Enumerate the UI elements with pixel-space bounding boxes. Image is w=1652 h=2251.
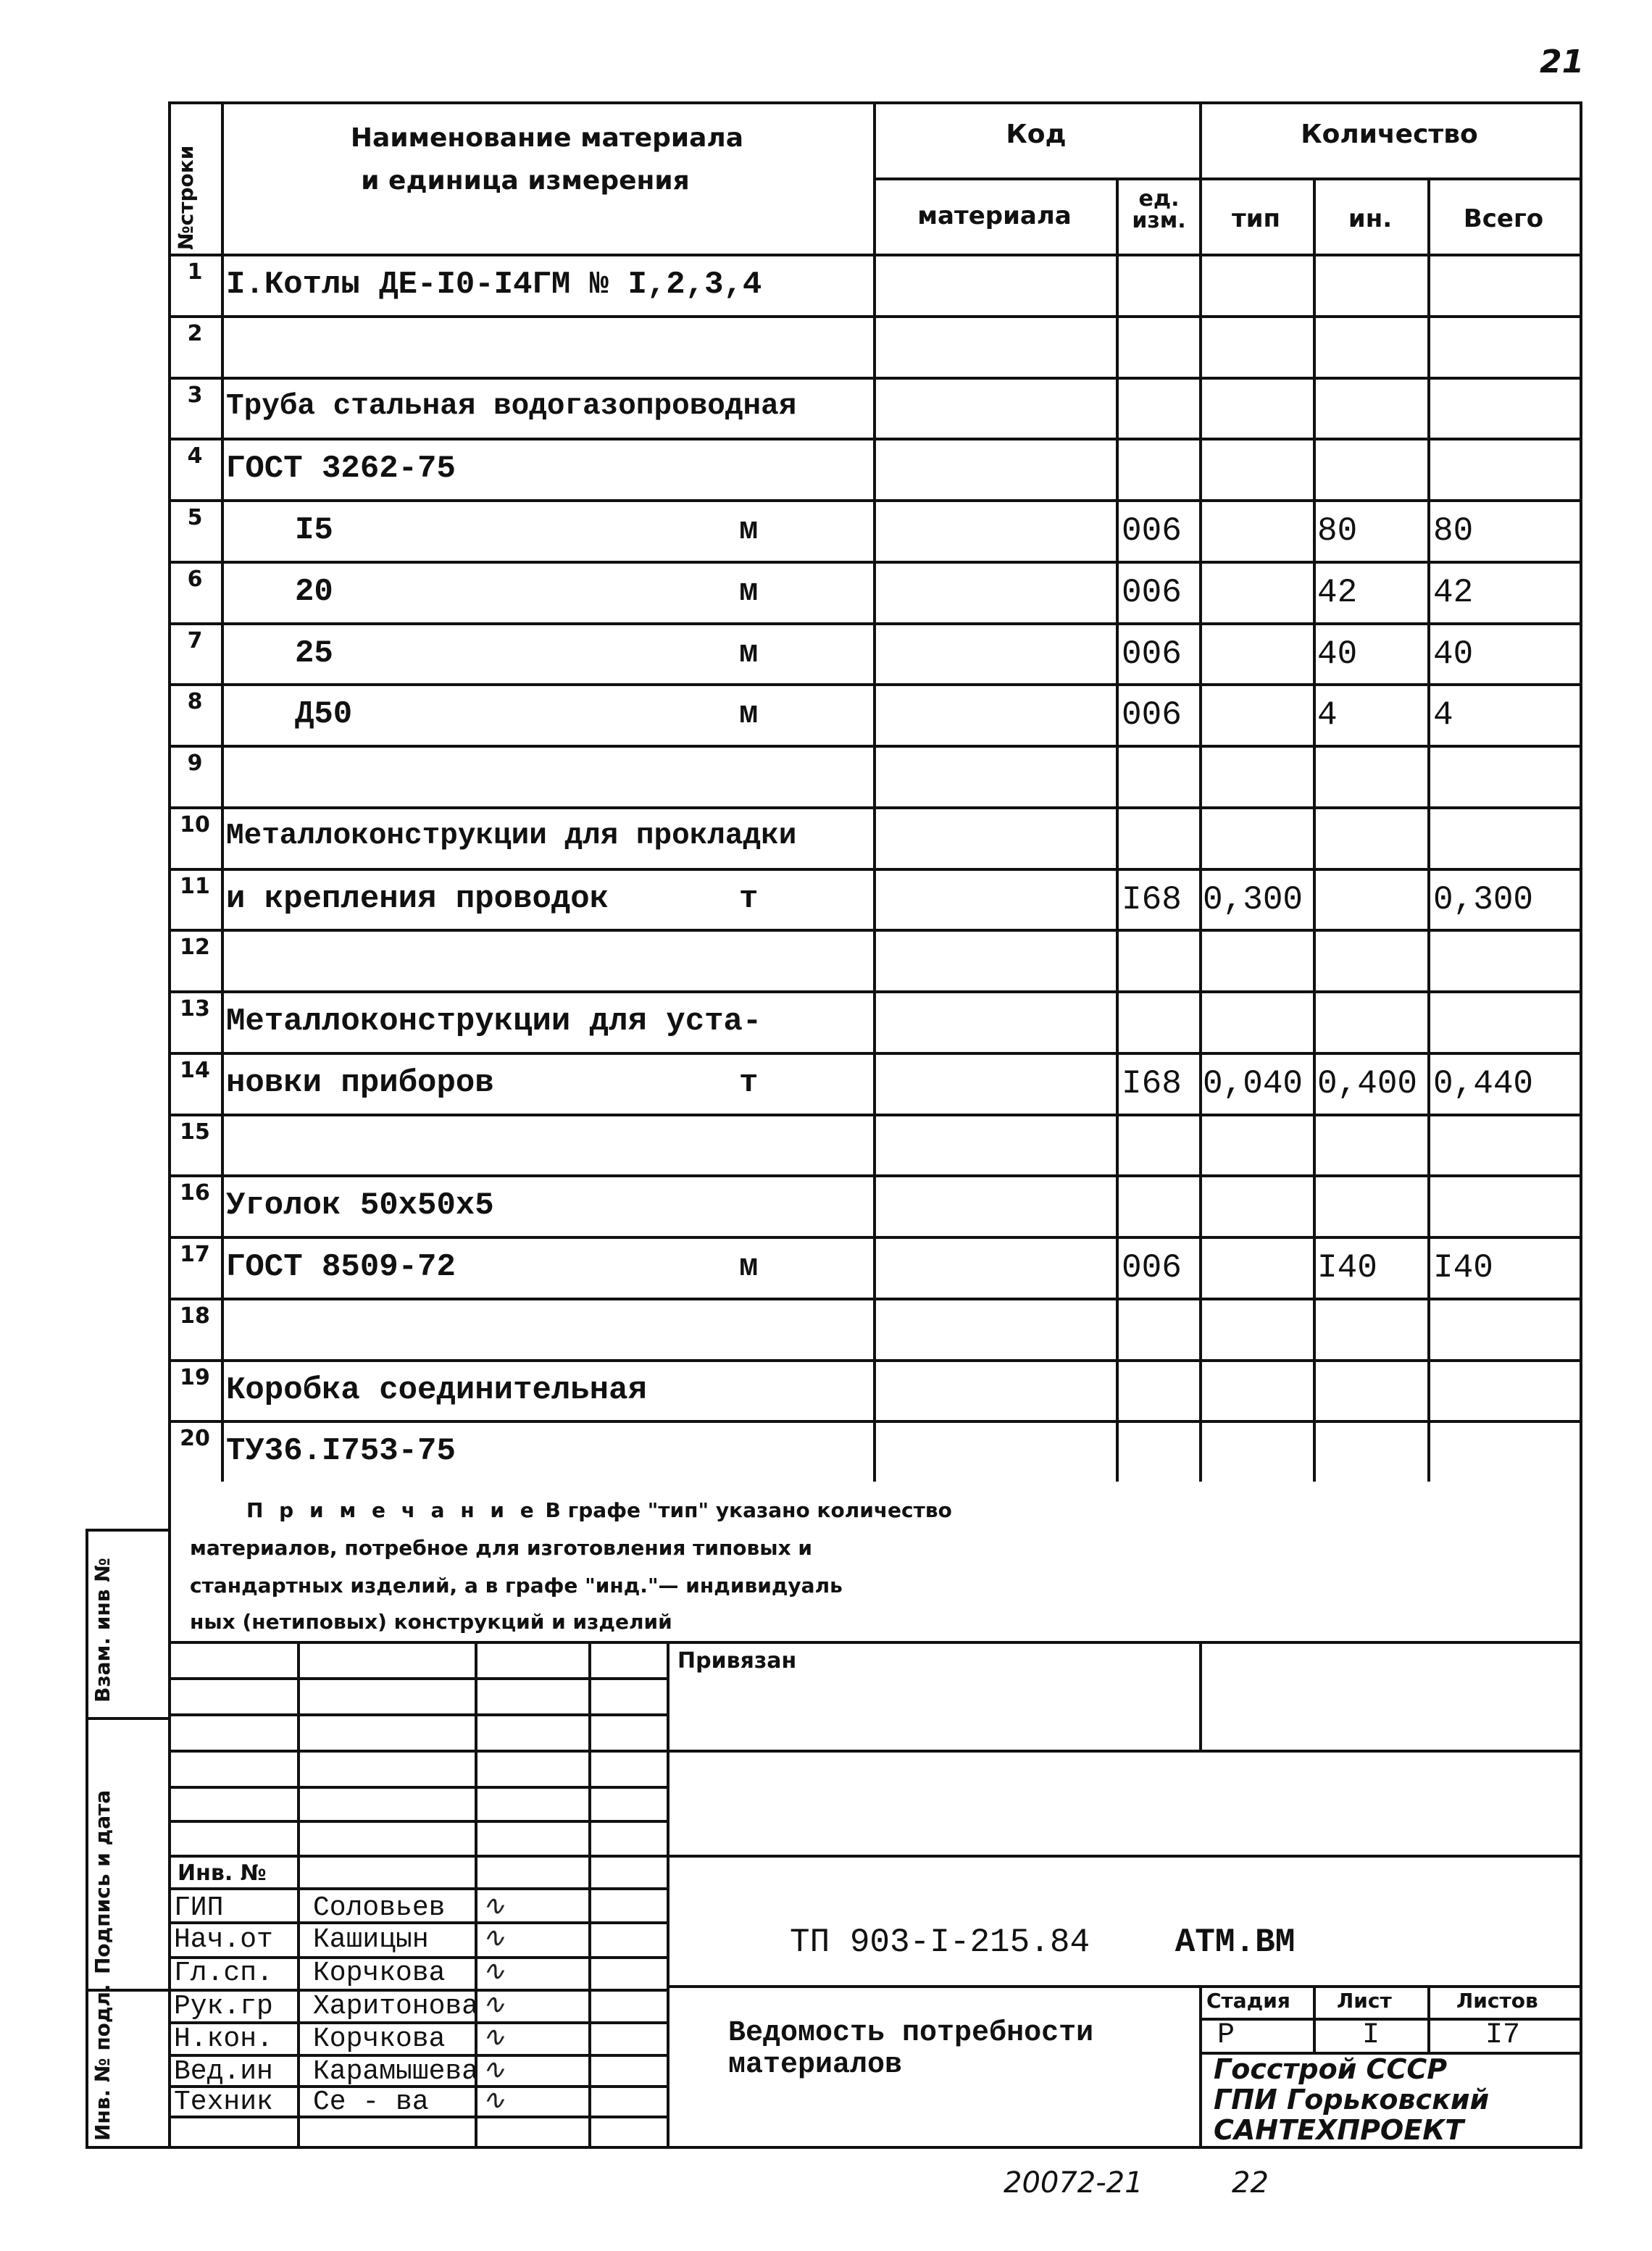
quantity-total: 4 xyxy=(1433,696,1453,734)
unit-of-measure: т xyxy=(739,881,759,917)
row-number: 11 xyxy=(180,874,210,899)
signature: ∿ xyxy=(482,1955,505,1987)
material-name: I.Котлы ДЕ-I0-I4ГМ № I,2,3,4 xyxy=(226,267,762,303)
material-name: Д50 xyxy=(295,696,353,732)
document-code xyxy=(790,1924,1295,1961)
signature: ∿ xyxy=(482,2084,505,2116)
signer-name: Карамышева xyxy=(313,2056,479,2087)
row-number: 6 xyxy=(187,567,203,592)
row-number: 20 xyxy=(180,1426,210,1451)
signature: ∿ xyxy=(482,2021,505,2052)
row-number: 14 xyxy=(180,1058,210,1083)
signature: ∿ xyxy=(482,1889,505,1921)
signer-role: Н.кон. xyxy=(174,2024,273,2055)
row-number: 19 xyxy=(180,1365,210,1390)
quantity-tip: 0,300 xyxy=(1203,881,1303,919)
name-header xyxy=(221,123,873,196)
row-number: 15 xyxy=(180,1119,210,1145)
organization xyxy=(1214,2054,1489,2145)
row-number: 7 xyxy=(187,628,203,653)
material-name: Труба стальная водогазопроводная xyxy=(226,390,797,423)
row-number: 18 xyxy=(180,1303,210,1329)
org-line2: ГПИ Горьковский xyxy=(1214,2084,1490,2116)
signer-name: Се - ва xyxy=(313,2087,429,2118)
quantity-ind: 0,400 xyxy=(1317,1065,1418,1103)
row-number: 10 xyxy=(180,812,210,838)
signer-name: Корчкова xyxy=(313,2024,446,2055)
sheet-value: I xyxy=(1362,2019,1380,2052)
quantity-total: 0,300 xyxy=(1433,881,1534,919)
side-label-podpis: Подпись и дата xyxy=(91,1789,114,1974)
quantity-total: 80 xyxy=(1433,512,1474,550)
material-name: новки приборов xyxy=(226,1065,494,1101)
document-title-line1: Ведомость потребности xyxy=(728,2017,1094,2050)
material-name: I5 xyxy=(295,512,333,548)
signer-role: Гл.сп. xyxy=(174,1958,273,1989)
material-code: 006 xyxy=(1122,635,1182,673)
quantity-ind: 40 xyxy=(1317,635,1358,673)
unit-of-measure: м xyxy=(739,512,759,548)
unit-of-measure: м xyxy=(739,696,759,732)
note-line4: ных (нетиповых) конструкций и изделий xyxy=(190,1610,672,1634)
signer-name: Соловьев xyxy=(313,1892,446,1924)
signer-role: Вед.ин xyxy=(174,2056,273,2087)
document-title xyxy=(728,2018,1093,2081)
material-name: ГОСТ 3262-75 xyxy=(226,451,456,487)
ind-header: ин. xyxy=(1348,204,1393,233)
material-code: 006 xyxy=(1122,1249,1182,1287)
material-code-header: материала xyxy=(917,201,1072,230)
row-number: 3 xyxy=(187,383,203,408)
tip-header: тип xyxy=(1231,204,1281,233)
note-prefix: П р и м е ч а н и е xyxy=(246,1498,538,1522)
material-name: Уголок 50x50x5 xyxy=(226,1187,494,1224)
sheets-value: I7 xyxy=(1485,2019,1521,2052)
quantity-total: 40 xyxy=(1433,635,1474,673)
material-name: 20 xyxy=(295,574,333,610)
signer-role: ГИП xyxy=(174,1892,224,1924)
row-number: 9 xyxy=(187,751,203,776)
unit-of-measure: м xyxy=(739,635,759,672)
signature: ∿ xyxy=(482,1921,505,1953)
document-title-line2: материалов xyxy=(728,2049,903,2081)
name-header-line2: и единица измерения xyxy=(361,166,690,196)
quantity-total: I40 xyxy=(1433,1249,1493,1287)
material-code: 006 xyxy=(1122,696,1182,734)
quantity-ind: 80 xyxy=(1317,512,1358,550)
row-number: 8 xyxy=(187,689,203,714)
signer-role: Техник xyxy=(174,2087,273,2118)
total-header: Всего xyxy=(1463,204,1544,233)
signature: ∿ xyxy=(482,1988,505,2020)
row-number: 4 xyxy=(187,443,203,469)
material-code: 006 xyxy=(1122,512,1182,550)
footer-left: 20072-21 xyxy=(1004,2166,1143,2200)
row-number: 13 xyxy=(180,996,210,1022)
material-name: Металлоконструкции для уста- xyxy=(226,1003,762,1040)
document-code-suffix: АТМ.ВМ xyxy=(1175,1924,1296,1961)
material-name: Коробка соединительная xyxy=(226,1372,647,1408)
side-label-vzam: Взам. инв № xyxy=(91,1558,114,1703)
note-line2: материалов, потребное для изготовления типовых и xyxy=(190,1536,812,1560)
quantity-tip: 0,040 xyxy=(1203,1065,1303,1103)
quantity-total: 42 xyxy=(1433,574,1474,611)
row-number: 1 xyxy=(187,259,203,285)
privyazan-label: Привязан xyxy=(677,1648,797,1674)
signer-role: Рук.гр xyxy=(174,1991,273,2022)
material-name: и крепления проводок xyxy=(226,881,609,917)
material-name: Металлоконструкции для прокладки xyxy=(226,819,797,853)
note-line3: стандартных изделий, а в графе "инд."— индивидуаль xyxy=(190,1574,843,1598)
unit-of-measure: т xyxy=(739,1065,759,1101)
side-label-inv-podl: Инв. № подл. xyxy=(91,1984,114,2141)
signer-name: Харитонова xyxy=(313,1991,479,2022)
org-line3: САНТЕХПРОЕКТ xyxy=(1214,2114,1464,2146)
row-number: 16 xyxy=(180,1180,210,1206)
footer-right: 22 xyxy=(1232,2166,1269,2200)
row-number: 12 xyxy=(180,935,210,960)
page-number: 21 xyxy=(1540,43,1585,80)
quantity-total: 0,440 xyxy=(1433,1065,1534,1103)
inv-no-label: Инв. № xyxy=(178,1860,267,1886)
quantity-header: Количество xyxy=(1301,120,1478,149)
note-line1: В графе "тип" указано количество xyxy=(545,1498,952,1522)
document-code-main: ТП 903-I-215.84 xyxy=(790,1924,1090,1961)
row-number: 5 xyxy=(187,505,203,530)
sheets-label: Листов xyxy=(1456,1989,1538,2013)
row-number: 17 xyxy=(180,1242,210,1267)
material-name: ТУ36.I753-75 xyxy=(226,1433,456,1469)
row-number-header: №строки xyxy=(174,145,198,250)
org-line1: Госстрой СССР xyxy=(1214,2053,1448,2085)
material-code: I68 xyxy=(1122,1065,1182,1103)
name-header-line1: Наименование материала xyxy=(350,123,744,153)
stage-value: Р xyxy=(1217,2019,1235,2052)
quantity-ind: 4 xyxy=(1317,696,1338,734)
quantity-ind: I40 xyxy=(1317,1249,1377,1287)
signer-name: Корчкова xyxy=(313,1958,446,1989)
unit-header: ед. изм. xyxy=(1132,186,1186,233)
stage-label: Стадия xyxy=(1206,1989,1290,2013)
material-name: ГОСТ 8509-72 xyxy=(226,1249,456,1285)
signer-role: Нач.от xyxy=(174,1924,273,1955)
unit-of-measure: м xyxy=(739,574,759,610)
code-header: Код xyxy=(1006,120,1067,149)
sheet-label: Лист xyxy=(1337,1989,1392,2013)
material-code: I68 xyxy=(1122,881,1182,919)
material-name: 25 xyxy=(295,635,333,672)
quantity-ind: 42 xyxy=(1317,574,1358,611)
signer-name: Кашицын xyxy=(313,1924,429,1955)
signature: ∿ xyxy=(482,2053,505,2085)
material-code: 006 xyxy=(1122,574,1182,611)
row-number: 2 xyxy=(187,321,203,346)
unit-of-measure: м xyxy=(739,1249,759,1285)
